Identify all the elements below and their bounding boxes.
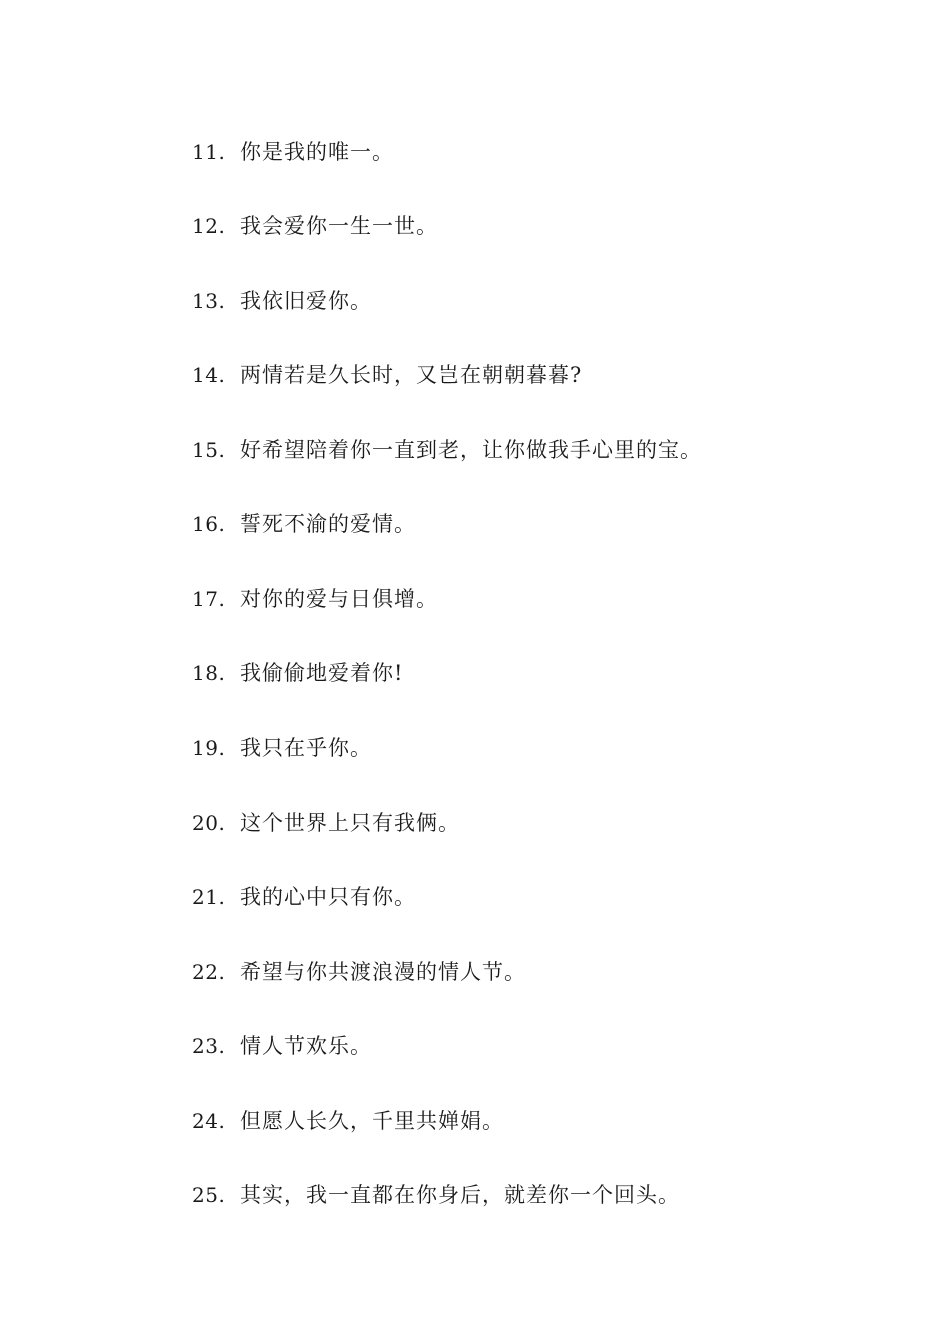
- list-item: [192, 435, 702, 465]
- item-text: 其实，我一直都在你身后，就差你一个回头。: [240, 1183, 680, 1207]
- list-item: [192, 360, 582, 390]
- list-item: [192, 509, 416, 539]
- item-number: 23.: [192, 1034, 226, 1058]
- item-number: 18.: [192, 661, 226, 685]
- item-text: 誓死不渝的爱情。: [240, 512, 416, 536]
- item-number: 16.: [192, 512, 226, 536]
- list-item: [192, 957, 526, 987]
- item-text: 我偷偷地爱着你!: [240, 661, 404, 685]
- item-text: 我只在乎你。: [240, 736, 372, 760]
- list-item: [192, 211, 438, 241]
- item-text: 情人节欢乐。: [240, 1034, 372, 1058]
- item-number: 24.: [192, 1109, 226, 1133]
- item-number: 21.: [192, 885, 226, 909]
- list-item: [192, 1031, 372, 1061]
- list-item: [192, 137, 394, 167]
- item-number: 25.: [192, 1183, 226, 1207]
- item-number: 14.: [192, 363, 226, 387]
- list-item: [192, 733, 372, 763]
- item-text: 希望与你共渡浪漫的情人节。: [240, 960, 526, 984]
- item-number: 20.: [192, 811, 226, 835]
- list-item: [192, 882, 416, 912]
- list-item: [192, 808, 460, 838]
- item-text: 两情若是久长时，又岂在朝朝暮暮?: [240, 363, 583, 387]
- list-item: [192, 1106, 504, 1136]
- list-item: [192, 286, 372, 316]
- list-item: [192, 658, 403, 688]
- item-text: 这个世界上只有我俩。: [240, 811, 460, 835]
- item-text: 我的心中只有你。: [240, 885, 416, 909]
- item-text: 我会爱你一生一世。: [240, 214, 438, 238]
- item-text: 对你的爱与日俱增。: [240, 587, 438, 611]
- list-item: [192, 1180, 680, 1210]
- item-text: 我依旧爱你。: [240, 289, 372, 313]
- item-text: 好希望陪着你一直到老，让你做我手心里的宝。: [240, 438, 702, 462]
- item-number: 15.: [192, 438, 226, 462]
- item-number: 12.: [192, 214, 226, 238]
- item-number: 13.: [192, 289, 226, 313]
- item-text: 但愿人长久，千里共婵娟。: [240, 1109, 504, 1133]
- item-text: 你是我的唯一。: [240, 140, 394, 164]
- item-number: 11.: [192, 140, 226, 164]
- item-number: 17.: [192, 587, 226, 611]
- item-number: 22.: [192, 960, 226, 984]
- list-item: [192, 584, 438, 614]
- item-number: 19.: [192, 736, 226, 760]
